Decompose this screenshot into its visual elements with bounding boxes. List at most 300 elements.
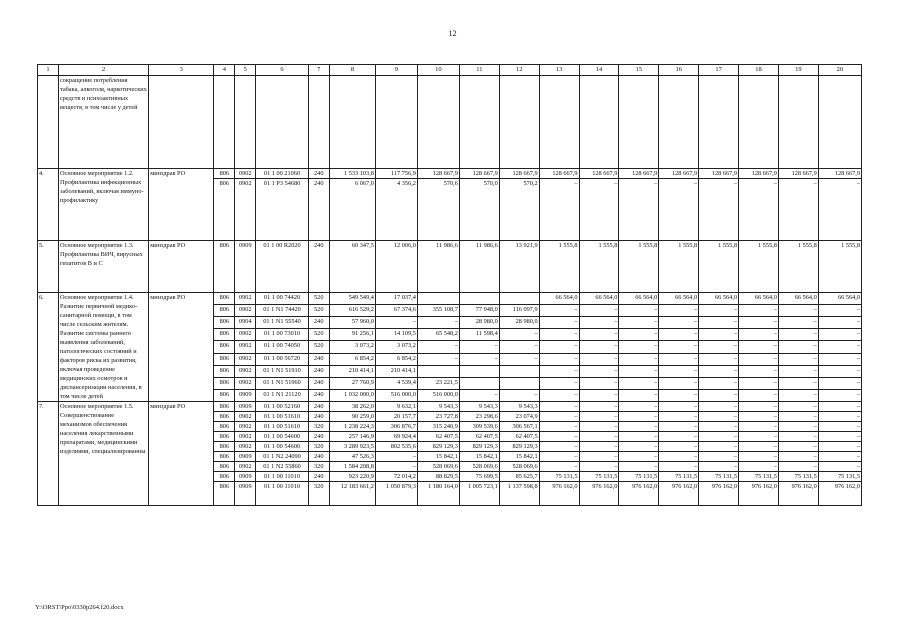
value-cell: 806 (214, 329, 235, 341)
value-cell: 976 162,0 (699, 482, 739, 506)
value-cell: – (579, 179, 619, 241)
column-header: 13 (539, 65, 579, 76)
value-cell: – (659, 412, 699, 422)
value-cell: 3 289 923,5 (329, 442, 375, 452)
value-cell: 47 526,3 (329, 452, 375, 462)
value-cell: 1 050 879,3 (375, 482, 417, 506)
value-cell (499, 377, 539, 389)
value-cell: 128 667,9 (417, 169, 459, 179)
value-cell: 240 (308, 412, 329, 422)
column-header: 10 (417, 65, 459, 76)
value-cell: 570,0 (459, 179, 499, 241)
value-cell: 15 842,1 (499, 452, 539, 462)
table-cell (214, 76, 235, 169)
value-cell: 806 (214, 365, 235, 377)
value-cell: 1 032 000,0 (329, 389, 375, 401)
value-cell: – (818, 365, 861, 377)
value-cell: 240 (308, 432, 329, 442)
value-cell: – (778, 317, 818, 329)
value-cell: – (818, 377, 861, 389)
value-cell: – (699, 365, 739, 377)
value-cell: 257 146,9 (329, 432, 375, 442)
value-cell: – (818, 412, 861, 422)
value-cell: 128 667,9 (539, 169, 579, 179)
value-cell: – (619, 179, 659, 241)
value-cell: – (739, 402, 779, 412)
value-cell: – (699, 442, 739, 452)
table-cell (38, 76, 59, 169)
value-cell (417, 365, 459, 377)
value-cell: 806 (214, 412, 235, 422)
column-header: 2 (58, 65, 148, 76)
value-cell: 355 108,7 (417, 305, 459, 317)
value-cell: – (778, 377, 818, 389)
value-cell: 128 667,9 (778, 169, 818, 179)
value-cell: 240 (308, 353, 329, 365)
value-cell: 9 543,3 (499, 402, 539, 412)
value-cell: – (659, 377, 699, 389)
table-cell (256, 76, 308, 169)
value-cell: – (579, 305, 619, 317)
value-cell: – (778, 179, 818, 241)
value-cell: 829 129,3 (417, 442, 459, 452)
value-cell: – (818, 422, 861, 432)
value-cell: – (539, 389, 579, 401)
value-cell: 1 555,8 (539, 241, 579, 293)
value-cell: 0902 (235, 329, 256, 341)
value-cell (417, 293, 459, 305)
value-cell: 128 667,9 (818, 169, 861, 179)
value-cell: 1 555,8 (818, 241, 861, 293)
value-cell: 0909 (235, 472, 256, 482)
value-cell: – (539, 412, 579, 422)
value-cell: – (659, 452, 699, 462)
value-cell: – (539, 432, 579, 442)
value-cell: 320 (308, 442, 329, 452)
value-cell: – (659, 341, 699, 353)
value-cell: 15 842,1 (417, 452, 459, 462)
value-cell: 806 (214, 452, 235, 462)
value-cell: 6 854,2 (375, 353, 417, 365)
value-cell: – (699, 305, 739, 317)
value-cell: – (619, 341, 659, 353)
value-cell: – (699, 341, 739, 353)
value-cell: 829 129,3 (459, 442, 499, 452)
value-cell: – (375, 317, 417, 329)
column-header: 20 (818, 65, 861, 76)
value-cell: 0902 (235, 341, 256, 353)
value-cell: 549 549,4 (329, 293, 375, 305)
value-cell: 1 238 224,3 (329, 422, 375, 432)
value-cell: 0902 (235, 432, 256, 442)
value-cell: 0909 (235, 452, 256, 462)
value-cell: 806 (214, 482, 235, 506)
value-cell: 128 667,9 (699, 169, 739, 179)
value-cell: – (417, 341, 459, 353)
value-cell: 1 555,8 (699, 241, 739, 293)
responsible-org: минздрав РО (149, 293, 214, 402)
column-header: 15 (619, 65, 659, 76)
value-cell: – (739, 432, 779, 442)
value-cell: 01 1 00 11010 (256, 482, 308, 506)
value-cell: – (619, 377, 659, 389)
value-cell: – (619, 412, 659, 422)
value-cell: – (659, 353, 699, 365)
value-cell: – (619, 442, 659, 452)
value-cell: – (699, 179, 739, 241)
value-cell: – (699, 317, 739, 329)
value-cell: – (417, 353, 459, 365)
value-cell: – (739, 462, 779, 472)
value-cell: 806 (214, 353, 235, 365)
value-cell: – (818, 341, 861, 353)
value-cell: – (818, 402, 861, 412)
value-cell: 75 131,5 (659, 472, 699, 482)
table-row (38, 169, 862, 179)
value-cell: 128 667,9 (459, 169, 499, 179)
value-cell: – (818, 442, 861, 452)
value-cell: 0909 (235, 482, 256, 506)
column-header: 19 (778, 65, 818, 76)
value-cell: 28 980,0 (499, 317, 539, 329)
section-number: 5. (38, 241, 59, 293)
value-cell: – (699, 432, 739, 442)
value-cell: 309 539,6 (459, 422, 499, 432)
value-cell: – (778, 305, 818, 317)
column-header: 8 (329, 65, 375, 76)
value-cell: 57 960,0 (329, 317, 375, 329)
value-cell: 4 356,2 (375, 179, 417, 241)
table-cell (308, 76, 329, 169)
value-cell: – (659, 317, 699, 329)
value-cell: – (699, 329, 739, 341)
value-cell: 0902 (235, 462, 256, 472)
value-cell: – (659, 422, 699, 432)
value-cell: 0904 (235, 317, 256, 329)
value-cell: – (539, 402, 579, 412)
value-cell: – (619, 432, 659, 442)
value-cell: 806 (214, 442, 235, 452)
value-cell: – (699, 353, 739, 365)
value-cell: 240 (308, 241, 329, 293)
value-cell: – (579, 442, 619, 452)
measure-name: Основное мероприятие 1.3. Профилактика ВИЧ, вирусных гепатитов В и С (58, 241, 148, 293)
table-cell (417, 76, 459, 169)
column-header: 7 (308, 65, 329, 76)
value-cell: 0902 (235, 293, 256, 305)
table-cell (235, 76, 256, 169)
value-cell: 01 1 P3 54680 (256, 179, 308, 241)
value-cell: 62 407,5 (417, 432, 459, 442)
column-header: 3 (149, 65, 214, 76)
value-cell: 67 374,6 (375, 305, 417, 317)
value-cell: 38 262,0 (329, 402, 375, 412)
value-cell: 23 298,6 (459, 412, 499, 422)
value-cell: 976 162,0 (539, 482, 579, 506)
value-cell: – (659, 462, 699, 472)
responsible-org: минздрав РО (149, 402, 214, 506)
value-cell: – (739, 377, 779, 389)
table-cell (149, 76, 214, 169)
value-cell (499, 365, 539, 377)
table-cell (739, 76, 779, 169)
value-cell: – (778, 365, 818, 377)
value-cell: – (375, 452, 417, 462)
table-cell (539, 76, 579, 169)
file-path-footer: Y:\ORST\Ppo\0330p264.f20.docx (35, 604, 124, 611)
table-cell (329, 76, 375, 169)
value-cell: 11 986,6 (417, 241, 459, 293)
value-cell: 23 221,5 (417, 377, 459, 389)
column-header: 1 (38, 65, 59, 76)
value-cell: 520 (308, 329, 329, 341)
value-cell: – (739, 317, 779, 329)
value-cell: 0902 (235, 442, 256, 452)
value-cell: 570,2 (499, 179, 539, 241)
value-cell: 976 162,0 (619, 482, 659, 506)
table-row (38, 241, 862, 293)
value-cell: 128 667,9 (579, 169, 619, 179)
value-cell: – (579, 353, 619, 365)
value-cell: – (818, 317, 861, 329)
value-cell: – (619, 389, 659, 401)
value-cell: – (579, 422, 619, 432)
value-cell: 66 564,0 (739, 293, 779, 305)
value-cell: 27 760,9 (329, 377, 375, 389)
value-cell: – (539, 442, 579, 452)
value-cell: – (579, 432, 619, 442)
value-cell: – (699, 377, 739, 389)
column-header: 6 (256, 65, 308, 76)
value-cell: 01 1 00 74050 (256, 341, 308, 353)
value-cell: 320 (308, 422, 329, 432)
value-cell: – (739, 412, 779, 422)
value-cell: – (619, 329, 659, 341)
value-cell: 1 533 103,8 (329, 169, 375, 179)
value-cell: 116 097,9 (499, 305, 539, 317)
responsible-org: минздрав РО (149, 241, 214, 293)
value-cell: 01 1 N1 21120 (256, 389, 308, 401)
value-cell: 62 407,5 (459, 432, 499, 442)
value-cell: – (818, 452, 861, 462)
value-cell: 01 1 00 R2020 (256, 241, 308, 293)
value-cell: 320 (308, 462, 329, 472)
measure-name: Основное мероприятие 1.4. Развитие первичной медико-санитарной помощи, в том числе сельским жителям. Развитие системы раннего выявления заболеваний, патологических состояний и факторов риска их развития, включая проведение медицинских осмотров и диспансеризации населения, в том числе детей (58, 293, 148, 402)
value-cell: 520 (308, 293, 329, 305)
value-cell: 01 1 00 51610 (256, 412, 308, 422)
value-cell: – (579, 402, 619, 412)
value-cell: 0902 (235, 179, 256, 241)
value-cell: 65 548,2 (417, 329, 459, 341)
value-cell: – (739, 452, 779, 462)
value-cell: 128 667,9 (619, 169, 659, 179)
value-cell: 806 (214, 422, 235, 432)
value-cell: – (778, 462, 818, 472)
value-cell: 806 (214, 462, 235, 472)
value-cell: 117 756,9 (375, 169, 417, 179)
value-cell: 01 1 N2 24090 (256, 452, 308, 462)
value-cell: – (539, 305, 579, 317)
value-cell: 240 (308, 179, 329, 241)
value-cell: – (579, 341, 619, 353)
value-cell: 240 (308, 452, 329, 462)
value-cell: 12 183 661,2 (329, 482, 375, 506)
table-row (38, 402, 862, 412)
value-cell: – (778, 432, 818, 442)
value-cell: 66 564,0 (699, 293, 739, 305)
value-cell: – (539, 377, 579, 389)
value-cell: 128 667,9 (659, 169, 699, 179)
column-header: 12 (499, 65, 539, 76)
value-cell: 520 (308, 305, 329, 317)
value-cell: 802 535,6 (375, 442, 417, 452)
section-number: 6. (38, 293, 59, 402)
value-cell: 306 567,1 (499, 422, 539, 432)
value-cell: – (778, 329, 818, 341)
value-cell: – (659, 442, 699, 452)
value-cell: 23 074,9 (499, 412, 539, 422)
value-cell: 01 1 N2 55860 (256, 462, 308, 472)
value-cell: 806 (214, 305, 235, 317)
value-cell: – (739, 341, 779, 353)
value-cell: 6 854,2 (329, 353, 375, 365)
value-cell: – (739, 365, 779, 377)
value-cell: 923 220,9 (329, 472, 375, 482)
value-cell: 01 1 00 73010 (256, 329, 308, 341)
value-cell: – (539, 353, 579, 365)
value-cell: 528 069,6 (499, 462, 539, 472)
value-cell: – (699, 422, 739, 432)
value-cell: – (739, 329, 779, 341)
table-row (38, 76, 862, 169)
value-cell: – (619, 317, 659, 329)
value-cell: 01 1 00 54600 (256, 432, 308, 442)
value-cell: 806 (214, 377, 235, 389)
value-cell: – (739, 389, 779, 401)
value-cell: – (659, 305, 699, 317)
table-cell (699, 76, 739, 169)
value-cell: – (739, 422, 779, 432)
column-header: 18 (739, 65, 779, 76)
value-cell: 01 1 00 51610 (256, 422, 308, 432)
table-header-row (38, 65, 862, 76)
value-cell: – (778, 452, 818, 462)
value-cell: 976 162,0 (659, 482, 699, 506)
value-cell: – (818, 329, 861, 341)
value-cell: 75 131,5 (739, 472, 779, 482)
value-cell: 240 (308, 317, 329, 329)
value-cell: 1 005 723,1 (459, 482, 499, 506)
value-cell: 0909 (235, 389, 256, 401)
value-cell: – (619, 402, 659, 412)
value-cell: – (739, 305, 779, 317)
value-cell: – (818, 432, 861, 442)
value-cell: – (778, 402, 818, 412)
value-cell: 516 000,0 (375, 389, 417, 401)
value-cell: 90 259,0 (329, 412, 375, 422)
value-cell: – (619, 462, 659, 472)
value-cell: 9 543,3 (417, 402, 459, 412)
value-cell: 69 924,4 (375, 432, 417, 442)
value-cell: 315 240,9 (417, 422, 459, 432)
value-cell: – (539, 341, 579, 353)
value-cell: – (619, 365, 659, 377)
value-cell: 66 564,0 (619, 293, 659, 305)
measure-name: Основное мероприятие 1.2. Профилактика инфекционных заболеваний, включая иммуно-профилактику (58, 169, 148, 241)
value-cell: 66 564,0 (539, 293, 579, 305)
table-row (38, 293, 862, 305)
column-header: 14 (579, 65, 619, 76)
value-cell: 77 948,0 (459, 305, 499, 317)
value-cell: – (778, 341, 818, 353)
value-cell: 0902 (235, 412, 256, 422)
value-cell: 806 (214, 169, 235, 179)
value-cell: – (539, 317, 579, 329)
value-cell (459, 293, 499, 305)
value-cell: – (778, 442, 818, 452)
value-cell: 01 1 00 56720 (256, 353, 308, 365)
table-cell (579, 76, 619, 169)
value-cell: 240 (308, 169, 329, 179)
value-cell: 01 1 N1 51910 (256, 365, 308, 377)
value-cell: 806 (214, 317, 235, 329)
value-cell: 75 131,5 (778, 472, 818, 482)
table-cell (818, 76, 861, 169)
value-cell: – (659, 432, 699, 442)
value-cell: 806 (214, 293, 235, 305)
value-cell: 9 543,3 (459, 402, 499, 412)
value-cell: – (818, 179, 861, 241)
table-cell (459, 76, 499, 169)
value-cell: 12 006,0 (375, 241, 417, 293)
value-cell: – (699, 412, 739, 422)
value-cell: 240 (308, 377, 329, 389)
value-cell: 01 1 00 11010 (256, 472, 308, 482)
value-cell: 20 157,7 (375, 412, 417, 422)
table-cell (778, 76, 818, 169)
value-cell: 0909 (235, 241, 256, 293)
value-cell: – (459, 389, 499, 401)
column-header: 5 (235, 65, 256, 76)
value-cell: – (778, 412, 818, 422)
value-cell: – (659, 402, 699, 412)
value-cell: 520 (308, 341, 329, 353)
value-cell: – (778, 353, 818, 365)
measure-name-continued: сокращение потребления табака, алкоголя, наркотических средств и психоактивных веществ, в том числе у детей (58, 76, 148, 169)
value-cell: 1 555,8 (619, 241, 659, 293)
value-cell: 75 131,5 (619, 472, 659, 482)
section-number: 7. (38, 402, 59, 506)
value-cell: 1 180 164,0 (417, 482, 459, 506)
value-cell: 1 137 598,8 (499, 482, 539, 506)
column-header: 16 (659, 65, 699, 76)
responsible-org: минздрав РО (149, 169, 214, 241)
value-cell: 240 (308, 389, 329, 401)
value-cell (499, 293, 539, 305)
value-cell: 75 131,5 (818, 472, 861, 482)
value-cell: – (539, 179, 579, 241)
value-cell: – (499, 389, 539, 401)
value-cell: – (659, 365, 699, 377)
value-cell: – (579, 329, 619, 341)
value-cell: 0902 (235, 353, 256, 365)
value-cell: 528 069,6 (417, 462, 459, 472)
value-cell: – (739, 353, 779, 365)
value-cell: 516 000,0 (417, 389, 459, 401)
value-cell: 62 407,5 (499, 432, 539, 442)
value-cell: 976 162,0 (818, 482, 861, 506)
value-cell: – (539, 452, 579, 462)
